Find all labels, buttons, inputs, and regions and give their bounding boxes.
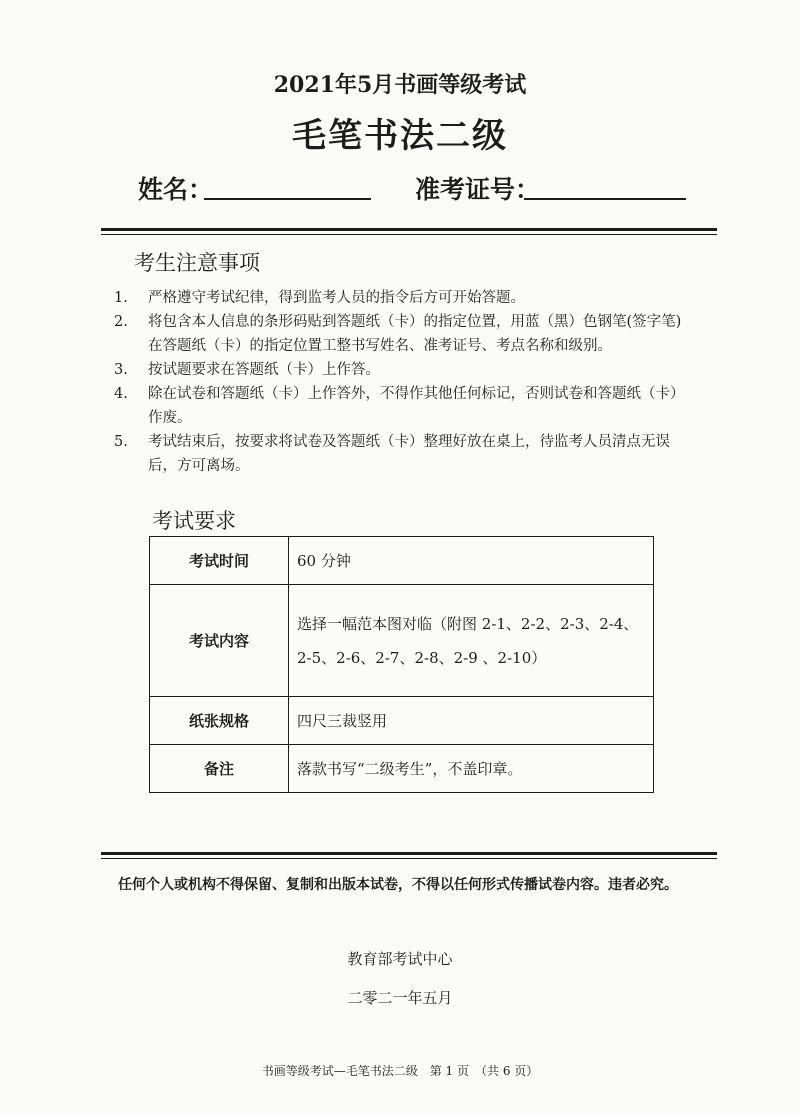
copyright-notice: 任何个人或机构不得保留、复制和出版本试卷，不得以任何形式传播试卷内容。违者必究。 [118, 877, 678, 893]
notice-item: 2. 将包含本人信息的条形码贴到答题纸（卡）的指定位置，用蓝（黑）色钢笔(签字笔)在答题纸（卡）的指定位置工整书写姓名、准考证号、考点名称和级别。 [114, 314, 682, 354]
notice-item: 1. 严格遵守考试纪律，得到监考人员的指令后方可开始答题。 [114, 290, 525, 306]
row-value: 60 分钟 [289, 537, 654, 585]
notice-item: 5. 考试结束后，按要求将试卷及答题纸（卡）整理好放在桌上，待监考人员清点无误后，方可离场。 [114, 434, 670, 474]
row-value: 选择一幅范本图对临（附图 2-1、2-2、2-3、2-4、2-5、2-6、2-7、2-8、2-9 、2-10） [289, 585, 654, 697]
name-blank-line [204, 198, 371, 200]
row-value: 落款书写“二级考生”，不盖印章。 [289, 745, 654, 793]
row-key: 备注 [150, 745, 289, 793]
row-key: 考试内容 [150, 585, 289, 697]
row-key: 纸张规格 [150, 697, 289, 745]
table-row [150, 585, 654, 697]
notice-item: 3. 按试题要求在答题纸（卡）上作答。 [114, 362, 380, 378]
page-footer: 书画等级考试—毛笔书法二级 第 1 页 （共 6 页） [261, 1064, 539, 1078]
name-label: 姓名： [138, 175, 214, 204]
requirements-table [149, 536, 654, 793]
exam-title: 毛笔书法二级 [292, 116, 508, 156]
top-divider [101, 228, 717, 235]
requirements-heading: 考试要求 [152, 509, 236, 533]
notice-heading: 考生注意事项 [134, 251, 260, 275]
notice-item: 4. 除在试卷和答题纸（卡）上作答外，不得作其他任何标记，否则试卷和答题纸（卡）作废。 [114, 386, 685, 426]
exam-id-label: 准考证号： [415, 175, 541, 204]
table-row [150, 697, 654, 745]
issue-date: 二零二一年五月 [347, 989, 453, 1007]
bottom-divider [101, 852, 717, 859]
notice-list [114, 286, 694, 478]
row-key: 考试时间 [150, 537, 289, 585]
exam-subtitle: 2021年5月书画等级考试 [273, 72, 527, 98]
issuer-name: 教育部考试中心 [347, 950, 453, 968]
table-row [150, 745, 654, 793]
table-row [150, 537, 654, 585]
row-value: 四尺三裁竖用 [289, 697, 654, 745]
exam-id-blank-line [524, 198, 686, 200]
